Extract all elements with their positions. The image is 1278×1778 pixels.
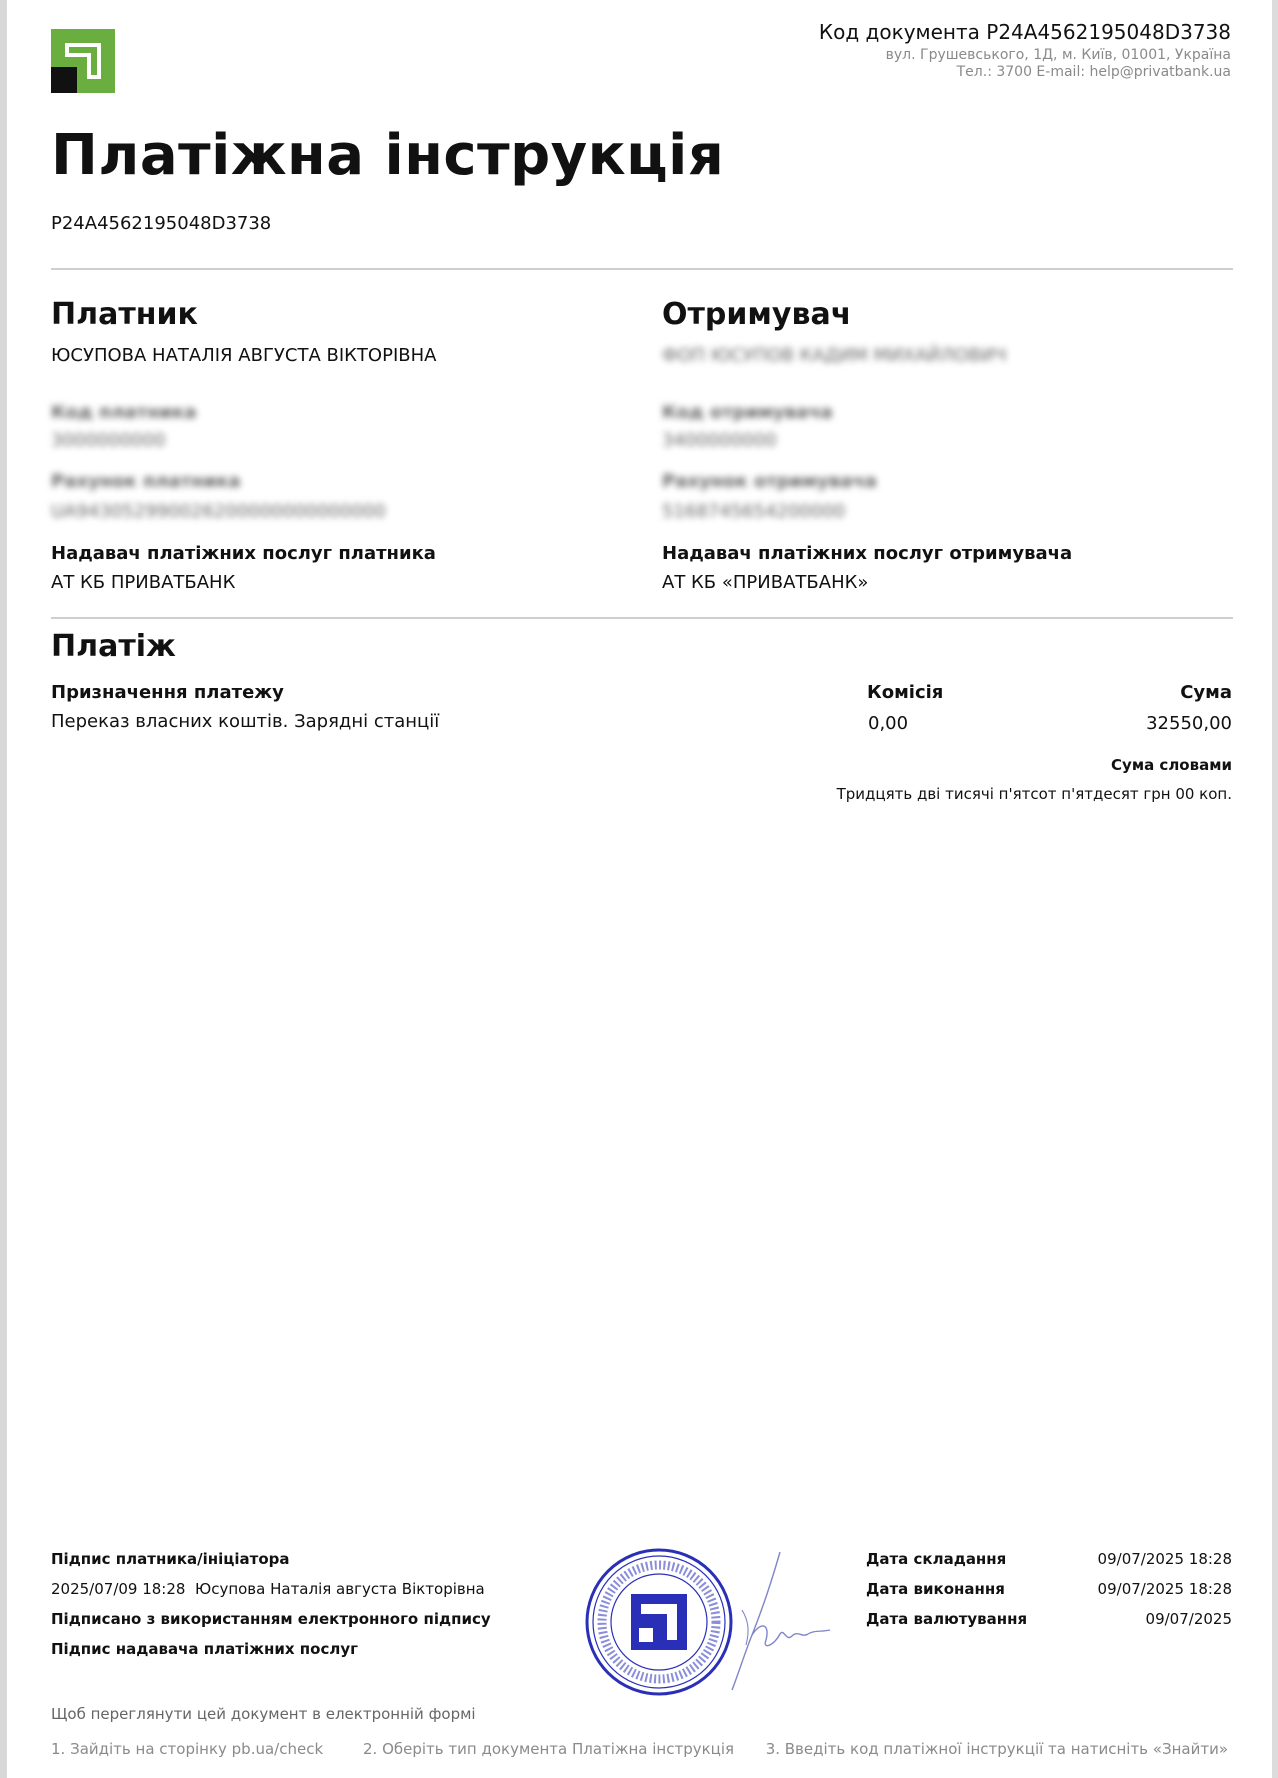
recipient-psp-value: АТ КБ «ПРИВАТБАНК»: [662, 572, 869, 593]
purpose-value: Переказ власних коштів. Зарядні станції: [51, 711, 440, 732]
amount-words-label: Сума словами: [1111, 756, 1232, 774]
amount-value: 32550,00: [1146, 713, 1232, 734]
doc-code-line: Код документа P24A4562195048D3738: [818, 20, 1231, 44]
payer-code-label: Код платника: [51, 402, 197, 423]
divider: [51, 268, 1233, 270]
doc-number: P24A4562195048D3738: [51, 213, 272, 234]
footer-step-1: 1. Зайдіть на сторінку pb.ua/check: [51, 1740, 324, 1758]
purpose-label: Призначення платежу: [51, 682, 284, 703]
created-date-value: 09/07/2025 18:28: [1097, 1550, 1232, 1568]
commission-value: 0,00: [868, 713, 909, 734]
valuation-date-label: Дата валютування: [866, 1610, 1028, 1628]
page-edge-left: [0, 0, 7, 1778]
payer-name: ЮСУПОВА НАТАЛІЯ АВГУСТА ВІКТОРІВНА: [51, 345, 437, 366]
payer-heading: Платник: [51, 297, 198, 332]
executed-date-value: 09/07/2025 18:28: [1097, 1580, 1232, 1598]
recipient-code-value: 3400000000: [662, 430, 777, 451]
payer-psp-value: АТ КБ ПРИВАТБАНК: [51, 572, 236, 593]
recipient-code-label: Код отримувача: [662, 402, 833, 423]
payer-account-value: UA943052990026200000000000000: [51, 501, 386, 522]
initiator-sign-date: 2025/07/09 18:28: [51, 1580, 186, 1598]
handwritten-signature: [722, 1550, 842, 1695]
payment-heading: Платіж: [51, 629, 176, 664]
commission-label: Комісія: [867, 682, 944, 703]
recipient-psp-label: Надавач платіжних послуг отримувача: [662, 543, 1073, 564]
footer-step-2: 2. Оберіть тип документа Платіжна інструкція: [363, 1740, 735, 1758]
recipient-account-label: Рахунок отримувача: [662, 471, 877, 492]
amount-label: Сума: [1180, 682, 1232, 703]
payer-account-label: Рахунок платника: [51, 471, 241, 492]
footer-step-3: 3. Введіть код платіжної інструкції та натисніть «Знайти»: [765, 1740, 1228, 1758]
page-title: Платіжна інструкція: [51, 123, 725, 188]
bank-address: вул. Грушевського, 1Д, м. Київ, 01001, Україна: [885, 47, 1231, 63]
initiator-signature-label: Підпис платника/ініціатора: [51, 1550, 290, 1568]
psp-signature-label: Підпис надавача платіжних послуг: [51, 1640, 358, 1658]
amount-words-value: Тридцять дві тисячі п'ятсот п'ятдесят грн 00 коп.: [836, 785, 1232, 803]
divider: [51, 617, 1233, 619]
payer-code-value: 3000000000: [51, 430, 166, 451]
privatbank-logo: [51, 29, 115, 93]
payer-psp-label: Надавач платіжних послуг платника: [51, 543, 436, 564]
initiator-name: Юсупова Наталія августа Вікторівна: [195, 1580, 485, 1598]
created-date-label: Дата складання: [866, 1550, 1007, 1568]
bank-stamp-seal: [583, 1546, 735, 1698]
executed-date-label: Дата виконання: [866, 1580, 1005, 1598]
recipient-heading: Отримувач: [662, 297, 852, 332]
footer-intro: Щоб переглянути цей документ в електронній формі: [51, 1705, 476, 1723]
recipient-account-value: 5168745654200000: [662, 501, 846, 522]
recipient-name: ФОП ЮСУПОВ КАДИМ МИХАЙЛОВИЧ: [662, 345, 1007, 366]
page-edge-right: [1272, 0, 1278, 1778]
bank-contacts: Тел.: 3700 E-mail: help@privatbank.ua: [956, 64, 1231, 80]
valuation-date-value: 09/07/2025: [1145, 1610, 1232, 1628]
esign-label: Підписано з використанням електронного підпису: [51, 1610, 491, 1628]
